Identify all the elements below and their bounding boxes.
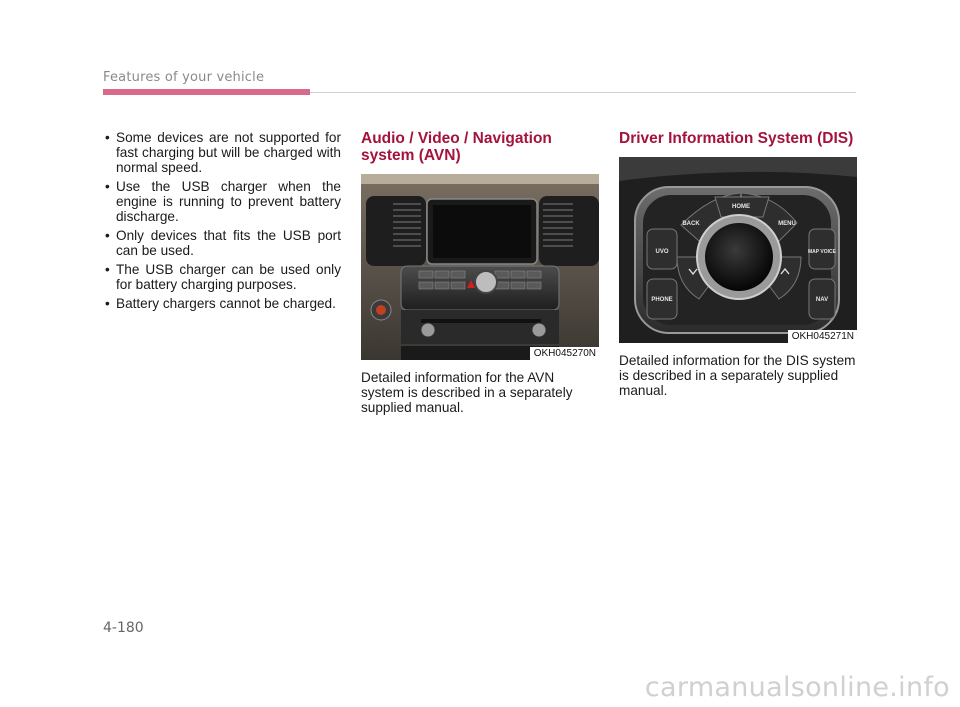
list-item: • Use the USB charger when the engine is running to prevent battery discharge. bbox=[105, 179, 341, 224]
dis-description: Detailed information for the DIS system is described in a separately supplied manual. bbox=[619, 353, 856, 398]
list-item: • Battery chargers cannot be charged. bbox=[105, 296, 336, 311]
nav-button-label: NAV bbox=[815, 297, 829, 303]
avn-description: Detailed information for the AVN system is described in a separately supplied manual. bbox=[361, 370, 573, 415]
avn-figure-code: OKH045270N bbox=[530, 347, 599, 360]
map-voice-button-label: MAP VOICE bbox=[808, 249, 836, 255]
dis-figure bbox=[619, 157, 857, 343]
watermark: carmanualsonline.info bbox=[644, 672, 950, 703]
avn-figure bbox=[361, 174, 599, 360]
avn-section bbox=[361, 130, 599, 415]
dis-section-title: Driver Information System (DIS) bbox=[619, 130, 854, 147]
menu-button-label: MENU bbox=[778, 221, 796, 227]
dis-section bbox=[619, 130, 857, 398]
page-number: 4-180 bbox=[103, 620, 144, 636]
list-item: • The USB charger can be used only for battery charging purposes. bbox=[105, 262, 341, 292]
phone-button-label: PHONE bbox=[651, 297, 673, 303]
dis-controller-illustration bbox=[619, 157, 857, 343]
usb-charger-notes bbox=[103, 130, 341, 311]
usb-notes-column bbox=[103, 130, 341, 315]
avn-section-title: Audio / Video / Navigation system (AVN) bbox=[361, 130, 552, 164]
list-item: • Only devices that fits the USB port can be used. bbox=[105, 228, 341, 258]
header-accent-bar bbox=[103, 89, 310, 95]
uvo-button-label: UVO bbox=[655, 249, 669, 255]
home-button-label: HOME bbox=[732, 204, 750, 210]
dis-figure-code: OKH045271N bbox=[788, 330, 857, 343]
back-button-label: BACK bbox=[682, 221, 700, 227]
avn-dashboard-illustration bbox=[361, 174, 599, 360]
list-item: • Some devices are not supported for fast charging but will be charged with normal speed. bbox=[105, 130, 341, 175]
page-header-title: Features of your vehicle bbox=[103, 70, 265, 85]
